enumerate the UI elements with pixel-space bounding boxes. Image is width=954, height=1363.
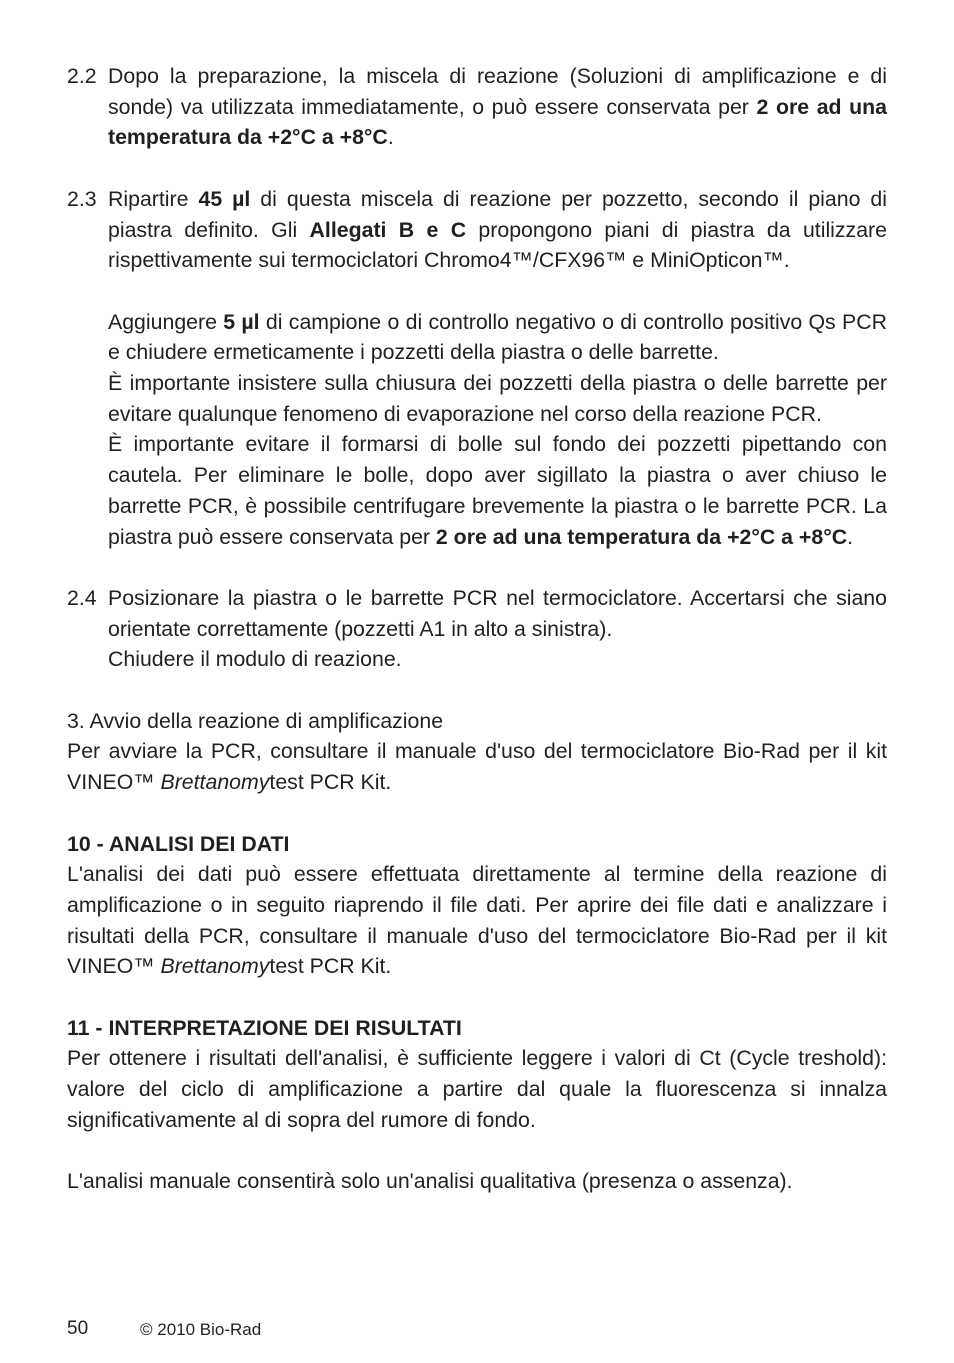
step-text: Posizionare la piastra o le barrette PCR nel termociclatore. Accertarsi che siano orientate correttamente (pozzetti A1 in alto a sinistra). <box>108 585 887 641</box>
add-sample-paragraph <box>67 307 887 368</box>
paragraph-text: Per avviare la PCR, consultare il manuale d'uso del termociclatore Bio-Rad per il kit VINEO™ <box>67 739 887 795</box>
section-11-body: Per ottenere i risultati dell'analisi, è sufficiente leggere i valori di Ct (Cycle treshold): valore del ciclo di amplificazione a partire dal quale la fluorescenza si innalza significativamente al di sopra del rumore di fondo. <box>67 1046 887 1132</box>
paragraph-text: test PCR Kit. <box>269 954 392 979</box>
copyright-notice: © 2010 Bio-Rad <box>140 1320 262 1339</box>
paragraph-bold-text: 5 µl <box>223 309 260 334</box>
bubbles-note-paragraph <box>67 429 887 552</box>
paragraph-text: . <box>847 524 854 549</box>
page-number: 50 <box>67 1318 89 1339</box>
section-11-heading: 11 - INTERPRETAZIONE DEI RISULTATI <box>67 1015 462 1040</box>
italic-text: Brettanomy <box>160 770 270 795</box>
section-3-heading: 3. Avvio della reazione di amplificazione <box>67 708 444 733</box>
step-text: propongono piani di piastra da utilizzare rispettivamente sui termociclatori Chromo4™/CFX96™ e MiniOpticon™. <box>108 217 887 273</box>
step-bold-text: Allegati B e C <box>309 217 467 242</box>
step-number: 2.4 <box>67 585 97 610</box>
paragraph-text: test PCR Kit. <box>269 770 392 795</box>
step-bold-text: 2 ore ad una temperatura da +2°C a +8°C <box>108 94 888 150</box>
step-bold-text: 45 µl <box>198 186 251 211</box>
paragraph-bold-text: 2 ore ad una temperatura da +2°C a +8°C <box>435 524 848 549</box>
spacer <box>67 552 887 583</box>
step-2-2 <box>67 61 887 153</box>
paragraph-text: È importante evitare il formarsi di bolle sul fondo dei pozzetti pipettando con cautela. Per eliminare le bolle, dopo aver sigillato la piastra o aver chiuso le barrette PCR, è possibile centrifugare brevemente la piastra o le barrette PCR. La piastra può essere conservata per <box>108 432 887 549</box>
spacer <box>67 153 887 184</box>
paragraph-text: Aggiungere <box>108 309 224 334</box>
step-2-3 <box>67 184 887 276</box>
step-number: 2.3 <box>67 186 97 211</box>
step-2-4-closing: Chiudere il modulo di reazione. <box>108 647 402 672</box>
spacer <box>67 276 887 307</box>
step-text: Dopo la preparazione, la miscela di reazione (Soluzioni di amplificazione e di sonde) va utilizzata immediatamente, o può essere conservata per <box>108 64 887 119</box>
step-text: Ripartire <box>108 186 199 211</box>
section-10-body <box>67 859 887 982</box>
spacer <box>67 1136 887 1167</box>
section-10-heading: 10 - ANALISI DEI DATI <box>67 831 290 856</box>
page-content <box>67 61 887 1197</box>
spacer <box>67 675 887 706</box>
spacer <box>67 798 887 829</box>
step-number: 2.2 <box>67 64 97 88</box>
spacer <box>67 982 887 1013</box>
paragraph-text: di campione o di controllo negativo o di controllo positivo Qs PCR e chiudere ermeticamente i pozzetti della piastra o delle barrette. <box>108 309 887 365</box>
italic-text: Brettanomy <box>160 954 270 979</box>
section-3-body <box>67 736 887 797</box>
section-11-note: L'analisi manuale consentirà solo un'analisi qualitativa (presenza o assenza). <box>67 1169 793 1194</box>
step-2-4 <box>67 583 887 644</box>
sealing-note-paragraph: È importante insistere sulla chiusura dei pozzetti della piastra o delle barrette per evitare qualunque fenomeno di evaporazione nel corso della reazione PCR. <box>108 371 887 426</box>
paragraph-text: L'analisi dei dati può essere effettuata direttamente al termine della reazione di amplificazione o in seguito riaprendo il file dati. Per aprire dei file dati e analizzare i risultati della PCR, consultare il manuale d'uso del termociclatore Bio-Rad per il kit VINEO™ <box>67 862 887 979</box>
step-text: di questa miscela di reazione per pozzetto, secondo il piano di piastra definito. Gli <box>108 186 887 242</box>
step-text: . <box>387 125 394 150</box>
